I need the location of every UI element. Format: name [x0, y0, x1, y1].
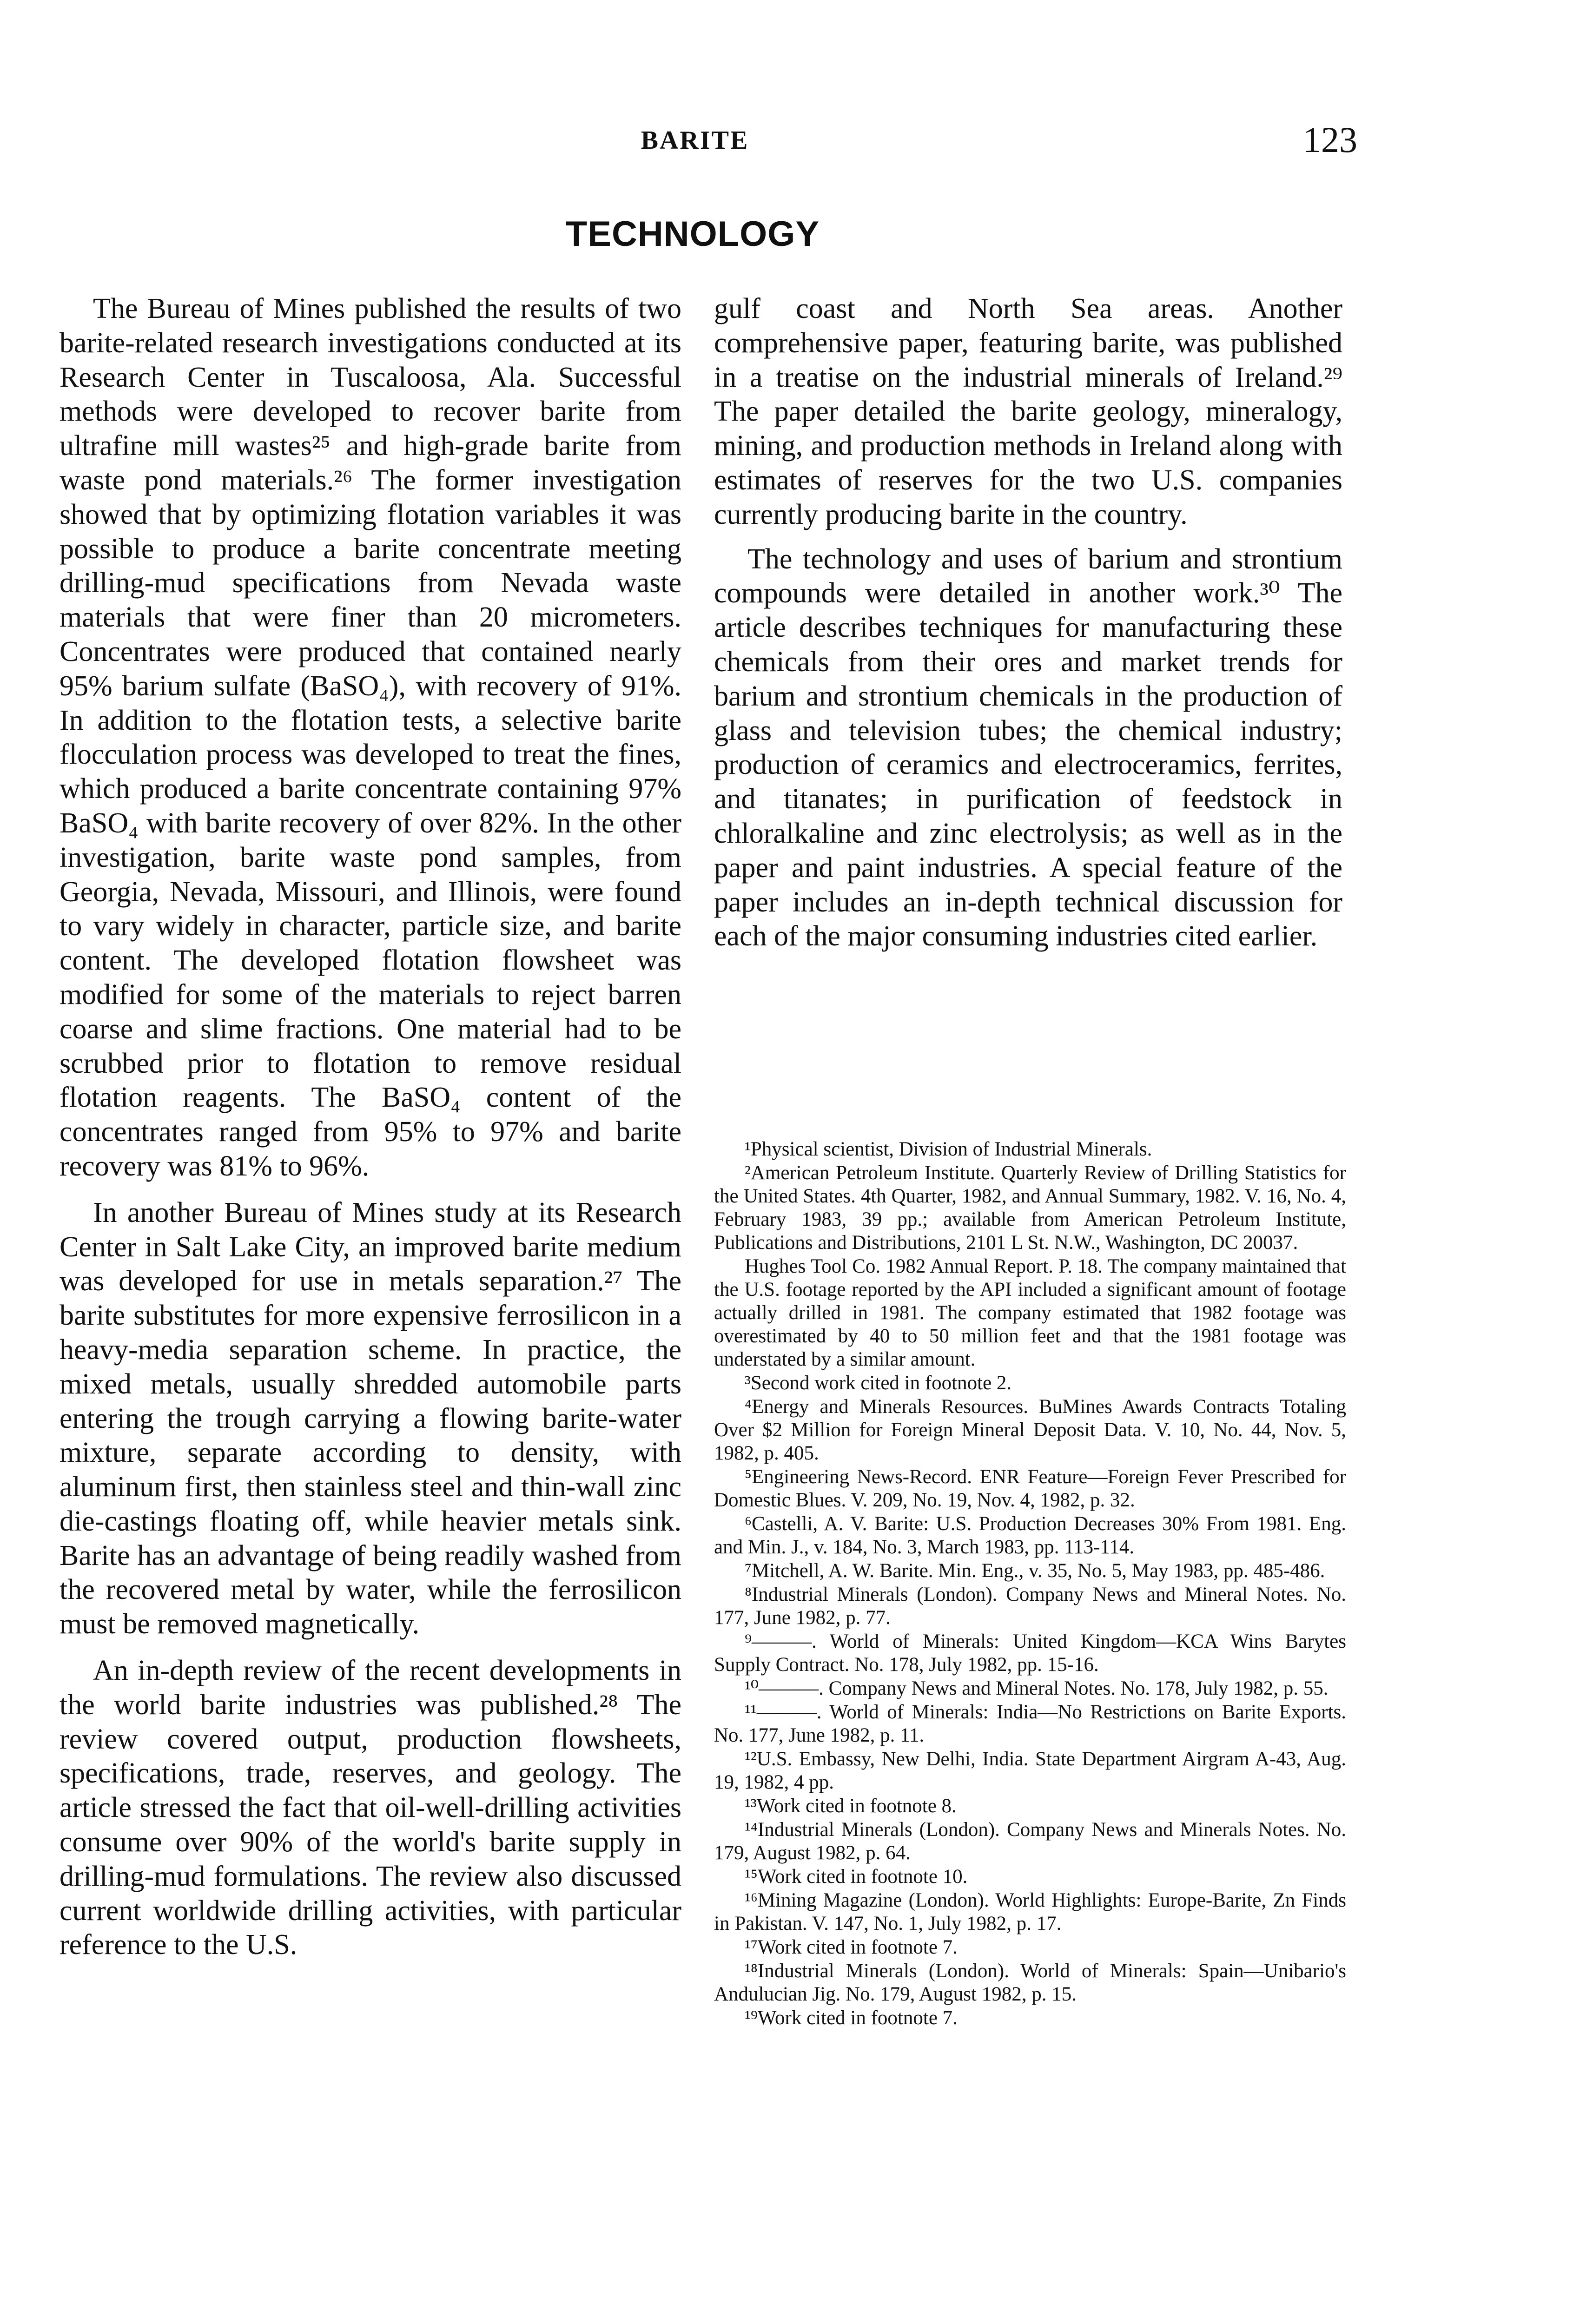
footnote: ⁸Industrial Minerals (London). Company News and Mineral Notes. No. 177, June 1982, p. 77.	[714, 1584, 1346, 1629]
body-paragraph: The Bureau of Mines published the results of two barite-related research investigations conducted at its Research Center in Tuscaloosa, Ala. Successful methods were developed to recover barite from ultrafine mill wastes²⁵ and high-grade barite from waste pond materials.²⁶ The former investigation showed that by optimizing flotation variables it was possible to produce a barite concentrate meeting drilling-mud specifications from Nevada waste materials that were finer than 20 micrometers. Concentrates were produced that contained nearly 95% barium sulfate (BaSO₄), with recovery of 91%. In addition to the flotation tests, a selective barite flocculation process was developed to treat the fines, which produced a barite concentrate containing 97% BaSO₄ with barite recovery of over 82%. In the other investigation, barite waste pond samples, from Georgia, Nevada, Missouri, and Illinois, were found to vary widely in character, particle size, and barite content. The developed flotation flowsheet was modified for some of the materials to reject barren coarse and slime fractions. One material had to be scrubbed prior to flotation to remove residual flotation reagents. The BaSO₄ content of the concentrates ranged from 95% to 97% and barite recovery was 81% to 96%.	[59, 293, 681, 1182]
footnote: ¹⁵Work cited in footnote 10.	[745, 1866, 968, 1888]
body-paragraph: In another Bureau of Mines study at its Research Center in Salt Lake City, an improved barite medium was developed for use in metals separation.²⁷ The barite substitutes for more expensive ferrosilicon in a heavy-media separation scheme. In practice, the mixed metals, usually shredded automobile parts entering the trough carrying a flowing barite-water mixture, separate according to density, with aluminum first, then stainless steel and thin-wall zinc die-castings floating off, while heavier metals sink. Barite has an advantage of being readily washed from the recovered metal by water, while the ferrosilicon must be removed magnetically.	[59, 1196, 681, 1640]
running-head	[0, 119, 1593, 167]
left-column	[59, 292, 681, 1962]
footnote: ¹⁸Industrial Minerals (London). World of Minerals: Spain—Unibario's Andulucian Jig. No. 179, August 1982, p. 15.	[714, 1960, 1346, 2005]
footnote: Hughes Tool Co. 1982 Annual Report. P. 18. The company maintained that the U.S. footage reported by the API included a significant amount of footage actually drilled in 1981. The company estimated that 1982 footage was overestimated by 40 to 50 million feet and that the 1981 footage was understated by a similar amount.	[714, 1255, 1346, 1370]
footnotes	[714, 1138, 1346, 2030]
body-paragraph: The technology and uses of barium and strontium compounds were detailed in another work.³⁰ The article describes techniques for manufacturing these chemicals from their ores and market trends for barium and strontium chemicals in the production of glass and television tubes; the chemical industry; production of ceramics and electroceramics, ferrites, and titanates; in purification of feedstock in chloralkaline and zinc electrolysis; as well as in the paper and paint industries. A special feature of the paper includes an in-depth technical discussion for each of the major consuming industries cited earlier.	[714, 543, 1342, 952]
footnote: ¹¹———. World of Minerals: India—No Restrictions on Barite Exports. No. 177, June 1982, p. 11.	[714, 1701, 1346, 1746]
footnote: ⁴Energy and Minerals Resources. BuMines Awards Contracts Totaling Over $2 Million for Foreign Mineral Deposit Data. V. 10, No. 44, Nov. 5, 1982, p. 405.	[714, 1396, 1346, 1464]
footnote: ¹⁰———. Company News and Mineral Notes. No. 178, July 1982, p. 55.	[745, 1677, 1329, 1699]
body-paragraph: gulf coast and North Sea areas. Another comprehensive paper, featuring barite, was published in a treatise on the industrial minerals of Ireland.²⁹ The paper detailed the barite geology, mineralogy, mining, and production methods in Ireland along with estimates of reserves for the two U.S. companies currently producing barite in the country.	[714, 293, 1342, 530]
section-title: TECHNOLOGY	[565, 214, 820, 254]
footnote: ¹²U.S. Embassy, New Delhi, India. State Department Airgram A-43, Aug. 19, 1982, 4 pp.	[714, 1748, 1346, 1793]
footnote: ¹⁹Work cited in footnote 7.	[745, 2007, 958, 2029]
running-title: BARITE	[641, 126, 749, 155]
right-column	[714, 292, 1342, 954]
footnote: ⁶Castelli, A. V. Barite: U.S. Production Decreases 30% From 1981. Eng. and Min. J., v. 184, No. 3, March 1983, pp. 113-114.	[714, 1513, 1346, 1558]
footnote: ¹Physical scientist, Division of Industrial Minerals.	[745, 1138, 1152, 1160]
footnote: ⁹———. World of Minerals: United Kingdom—KCA Wins Barytes Supply Contract. No. 178, July 1982, pp. 15-16.	[714, 1631, 1346, 1676]
footnote: ³Second work cited in footnote 2.	[745, 1372, 1012, 1394]
footnote: ¹⁴Industrial Minerals (London). Company News and Minerals Notes. No. 179, August 1982, p. 64.	[714, 1819, 1346, 1864]
footnote: ⁵Engineering News-Record. ENR Feature—Foreign Fever Prescribed for Domestic Blues. V. 209, No. 19, Nov. 4, 1982, p. 32.	[714, 1466, 1346, 1511]
footnote: ¹⁷Work cited in footnote 7.	[745, 1936, 958, 1958]
footnote: ¹⁶Mining Magazine (London). World Highlights: Europe-Barite, Zn Finds in Pakistan. V. 147, No. 1, July 1982, p. 17.	[714, 1889, 1346, 1934]
footnote: ²American Petroleum Institute. Quarterly Review of Drilling Statistics for the United States. 4th Quarter, 1982, and Annual Summary, 1982. V. 16, No. 4, February 1983, 39 pp.; available from American Petroleum Institute, Publications and Distributions, 2101 L St. N.W., Washington, DC 20037.	[714, 1162, 1346, 1254]
footnote: ¹³Work cited in footnote 8.	[745, 1795, 957, 1817]
body-paragraph: An in-depth review of the recent developments in the world barite industries was published.²⁸ The review covered output, production flowsheets, specifications, trade, reserves, and geology. The article stressed the fact that oil-well-drilling activities consume over 90% of the world's barite supply in drilling-mud formulations. The review also discussed current worldwide drilling activities, with particular reference to the U.S.	[59, 1655, 681, 1961]
footnote: ⁷Mitchell, A. W. Barite. Min. Eng., v. 35, No. 5, May 1983, pp. 485-486.	[745, 1560, 1325, 1582]
page-number: 123	[1303, 119, 1357, 160]
